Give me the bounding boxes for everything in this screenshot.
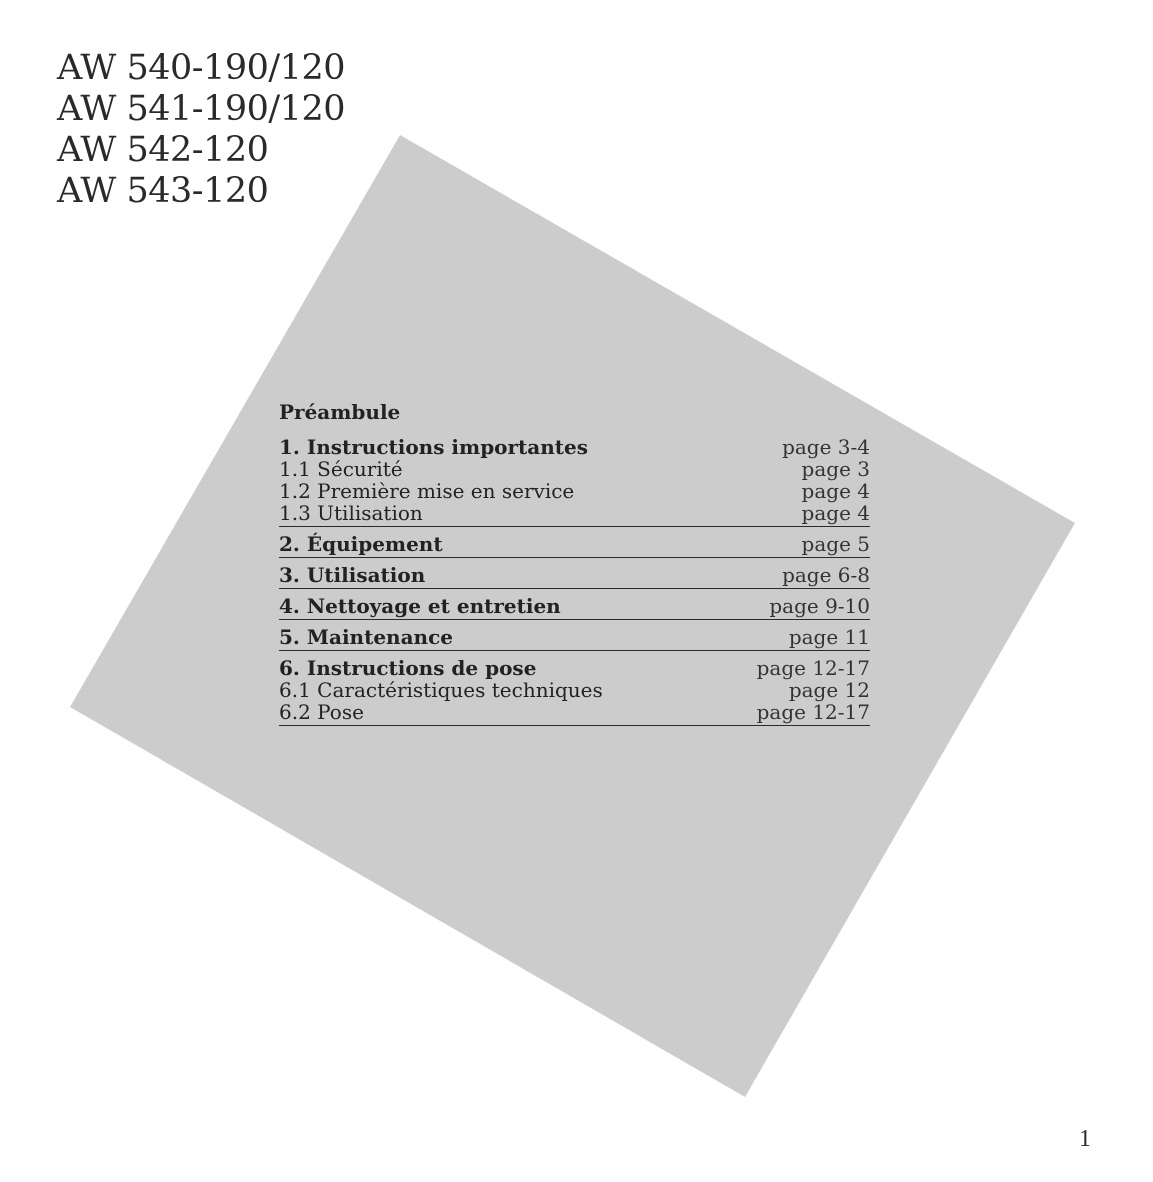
toc-entry-page: page 6-8	[782, 563, 870, 587]
page-number: 1	[1079, 1126, 1091, 1152]
toc-entry[interactable]	[279, 564, 870, 586]
toc-subentry[interactable]	[279, 458, 870, 480]
toc-section-3	[279, 564, 870, 589]
toc-entry-page: page 3-4	[782, 435, 870, 459]
toc-subentry-title: 6.1 Caractéristiques techniques	[279, 678, 603, 702]
toc-entry-title: 6. Instructions de pose	[279, 656, 537, 680]
toc-subentry-title: 1.1 Sécurité	[279, 457, 403, 481]
toc-subentry-title: 6.2 Pose	[279, 700, 364, 724]
model-line: AW 540-190/120	[57, 48, 345, 88]
toc-entry-page: page 9-10	[769, 594, 870, 618]
toc-subentry[interactable]	[279, 480, 870, 502]
toc-entry-title: 4. Nettoyage et entretien	[279, 594, 561, 618]
toc-section-1	[279, 436, 870, 527]
toc-subentry[interactable]	[279, 679, 870, 701]
toc-entry[interactable]	[279, 436, 870, 458]
toc-subentry-page: page 3	[801, 457, 870, 481]
toc-entry-title: 1. Instructions importantes	[279, 435, 589, 459]
toc-subentry-page: page 12-17	[756, 700, 870, 724]
toc-subentry-title: 1.2 Première mise en service	[279, 479, 575, 503]
toc-entry-title: 2. Équipement	[279, 532, 443, 556]
toc-section-4	[279, 595, 870, 620]
toc-entry-page: page 5	[801, 532, 870, 556]
toc-subentry-page: page 4	[801, 501, 870, 525]
toc-entry-title: 5. Maintenance	[279, 625, 453, 649]
toc-preamble[interactable]: Préambule	[279, 400, 401, 424]
toc-subentry-page: page 12	[788, 678, 870, 702]
model-line: AW 543-120	[57, 171, 269, 211]
toc-subentry[interactable]	[279, 701, 870, 723]
toc-entry-page: page 12-17	[756, 656, 870, 680]
toc-entry[interactable]	[279, 533, 870, 555]
toc-section-2	[279, 533, 870, 558]
model-line: AW 542-120	[57, 130, 269, 170]
model-list	[57, 48, 345, 212]
table-of-contents	[279, 399, 870, 732]
toc-subentry-title: 1.3 Utilisation	[279, 501, 423, 525]
model-line: AW 541-190/120	[57, 89, 345, 129]
toc-subentry[interactable]	[279, 502, 870, 524]
toc-entry[interactable]	[279, 595, 870, 617]
toc-section-6	[279, 657, 870, 726]
toc-section-5	[279, 626, 870, 651]
toc-entry-title: 3. Utilisation	[279, 563, 426, 587]
toc-entry[interactable]	[279, 626, 870, 648]
toc-subentry-page: page 4	[801, 479, 870, 503]
toc-entry[interactable]	[279, 657, 870, 679]
toc-entry-page: page 11	[788, 625, 870, 649]
